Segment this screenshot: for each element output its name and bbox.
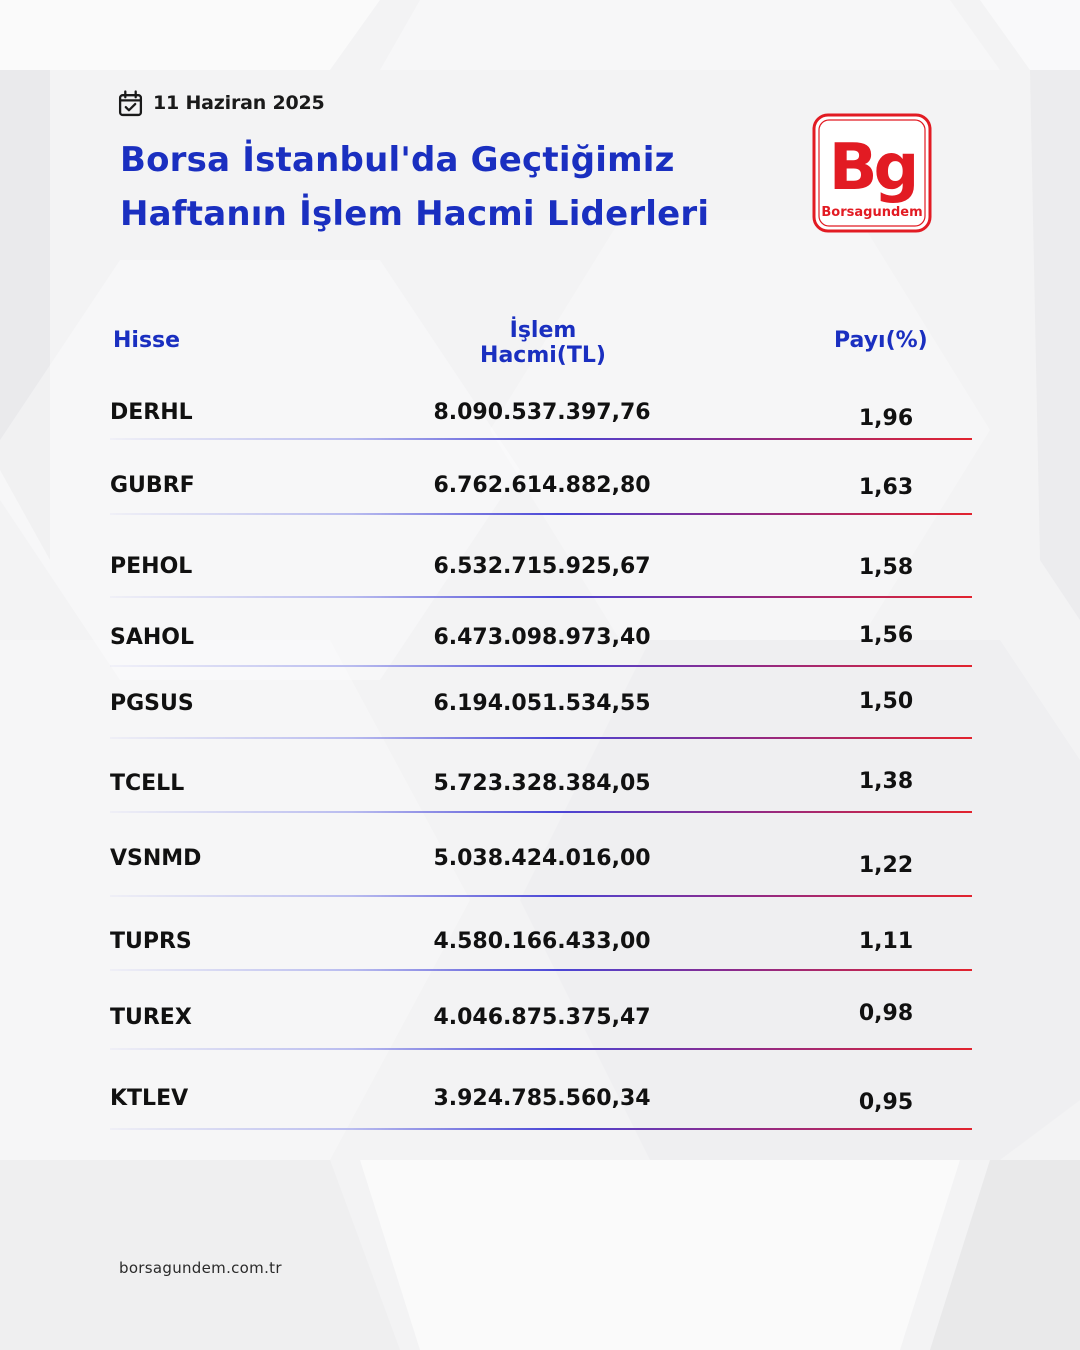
trade-volume: 6.194.051.534,55 [433, 691, 651, 716]
share-percent: 1,56 [858, 623, 914, 648]
stock-code: VSNMD [110, 846, 202, 871]
trade-volume: 4.580.166.433,00 [433, 929, 651, 954]
stock-code: PEHOL [110, 554, 193, 579]
row-divider [110, 1128, 972, 1130]
stock-code: KTLEV [110, 1086, 189, 1111]
header-volume [448, 318, 638, 368]
row-divider [110, 513, 972, 515]
stock-code: GUBRF [110, 473, 195, 498]
trade-volume: 4.046.875.375,47 [433, 1005, 651, 1030]
publish-date: 11 Haziran 2025 [153, 92, 325, 114]
logo-name: Borsagundem [821, 205, 923, 220]
footer-website: borsagundem.com.tr [119, 1259, 282, 1277]
share-percent: 0,98 [858, 1001, 914, 1026]
row-divider [110, 1048, 972, 1050]
stock-code: TUREX [110, 1005, 192, 1030]
header-stock: Hisse [113, 328, 181, 353]
row-divider [110, 737, 972, 739]
trade-volume: 6.532.715.925,67 [433, 554, 651, 579]
trade-volume: 5.723.328.384,05 [433, 771, 651, 796]
logo-mark: Bg [828, 131, 916, 205]
header-volume-line-2: Hacmi(TL) [480, 343, 606, 368]
row-divider [110, 811, 972, 813]
header-share: Payı(%) [834, 328, 928, 353]
row-divider [110, 596, 972, 598]
stock-code: TUPRS [110, 929, 192, 954]
share-percent: 1,22 [858, 853, 914, 878]
row-divider [110, 438, 972, 440]
share-percent: 1,63 [858, 475, 914, 500]
share-percent: 1,50 [858, 689, 914, 714]
row-divider [110, 665, 972, 667]
stock-code: DERHL [110, 400, 193, 425]
title-line-1: Borsa İstanbul'da Geçtiğimiz [120, 140, 675, 180]
header-volume-line-1: İşlem [509, 318, 577, 343]
share-percent: 1,58 [858, 555, 914, 580]
date-row [118, 88, 325, 118]
stock-code: SAHOL [110, 625, 195, 650]
title-line-2: Haftanın İşlem Hacmi Liderleri [120, 194, 710, 234]
share-percent: 1,11 [858, 929, 914, 954]
trade-volume: 6.762.614.882,80 [433, 473, 651, 498]
page-title [120, 133, 770, 241]
row-divider [110, 895, 972, 897]
row-divider [110, 969, 972, 971]
trade-volume: 3.924.785.560,34 [433, 1086, 651, 1111]
share-percent: 1,96 [858, 406, 914, 431]
trade-volume: 8.090.537.397,76 [433, 400, 651, 425]
calendar-icon [118, 90, 143, 117]
stock-code: PGSUS [110, 691, 194, 716]
trade-volume: 6.473.098.973,40 [433, 625, 651, 650]
share-percent: 1,38 [858, 769, 914, 794]
share-percent: 0,95 [858, 1090, 914, 1115]
stock-code: TCELL [110, 771, 185, 796]
trade-volume: 5.038.424.016,00 [433, 846, 651, 871]
borsagundem-logo [812, 113, 932, 233]
